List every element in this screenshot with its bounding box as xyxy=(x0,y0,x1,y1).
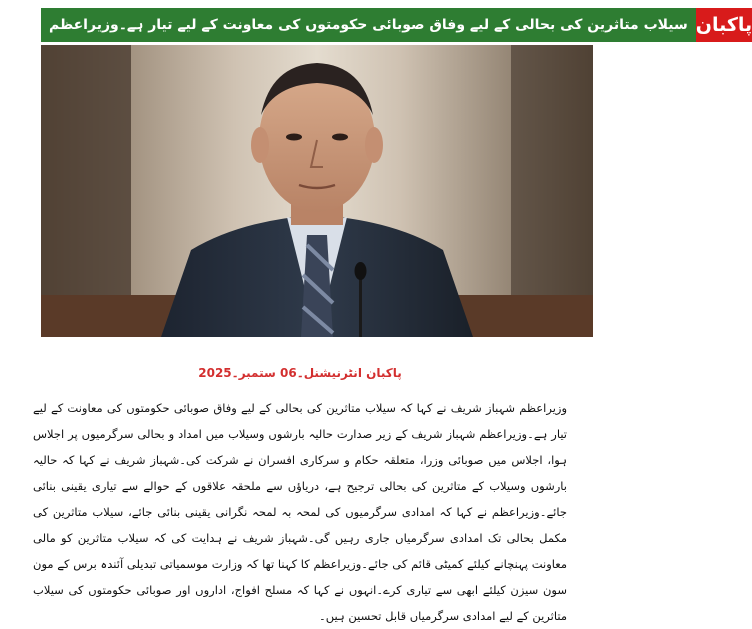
brand-tag: پاکبان xyxy=(696,8,752,42)
dateline: پاکبان انٹرنیشنل۔06 ستمبر۔2025 xyxy=(198,366,402,380)
headline: سیلاب متاثرین کی بحالی کے لیے وفاق صوبائی حکومتوں کی معاونت کے لیے تیار ہے۔وزیراعظم xyxy=(41,8,696,42)
article-photo xyxy=(41,45,593,337)
article-body: وزیراعظم شہباز شریف نے کہا کہ سیلاب متاثرین کی بحالی کے لیے وفاق صوبائی حکومتوں کی معاونت کے لیے تیار ہے۔وزیراعظم شہباز شریف کے زیر صدارت حالیہ بارشوں وسیلاب میں امداد و بحالی سرگرمیوں پر اجلاس ہوا، اجلاس میں صوبائی وزرا، متعلقہ حکام و سرکاری افسران نے شرکت کی۔شہباز شریف نے کہا کہ حالیہ بارشوں وسیلاب کے متاثرین کی بحالی ترجیح ہے، دریاؤں سے ملحقہ علاقوں کے حوالے سے تیاری یقینی بنائی جائے۔وزیراعظم نے کہا کہ امدادی سرگرمیوں کی لمحہ بہ لمحہ نگرانی یقینی بنائی جائے، سیلاب متاثرین کی مکمل بحالی تک امدادی سرگرمیاں جاری رہیں گی۔شہباز شریف نے ہدایت کی کہ سیلاب متاثرین کو مالی معاونت پہنچانے کیلئے کمیٹی قائم کی جائے۔وزیراعظم کا کہنا تھا کہ وزارت موسمیاتی تبدیلی آئندہ برس کے مون سون سیزن کیلئے ابھی سے تیاری کرے۔انہوں نے کہا کہ مسلح افواج، اداروں اور صوبائی حکومتوں کی سیلاب متاثرین کے لیے امدادی سرگرمیاں قابل تحسین ہیں۔ xyxy=(33,401,567,623)
article-header xyxy=(41,8,752,42)
